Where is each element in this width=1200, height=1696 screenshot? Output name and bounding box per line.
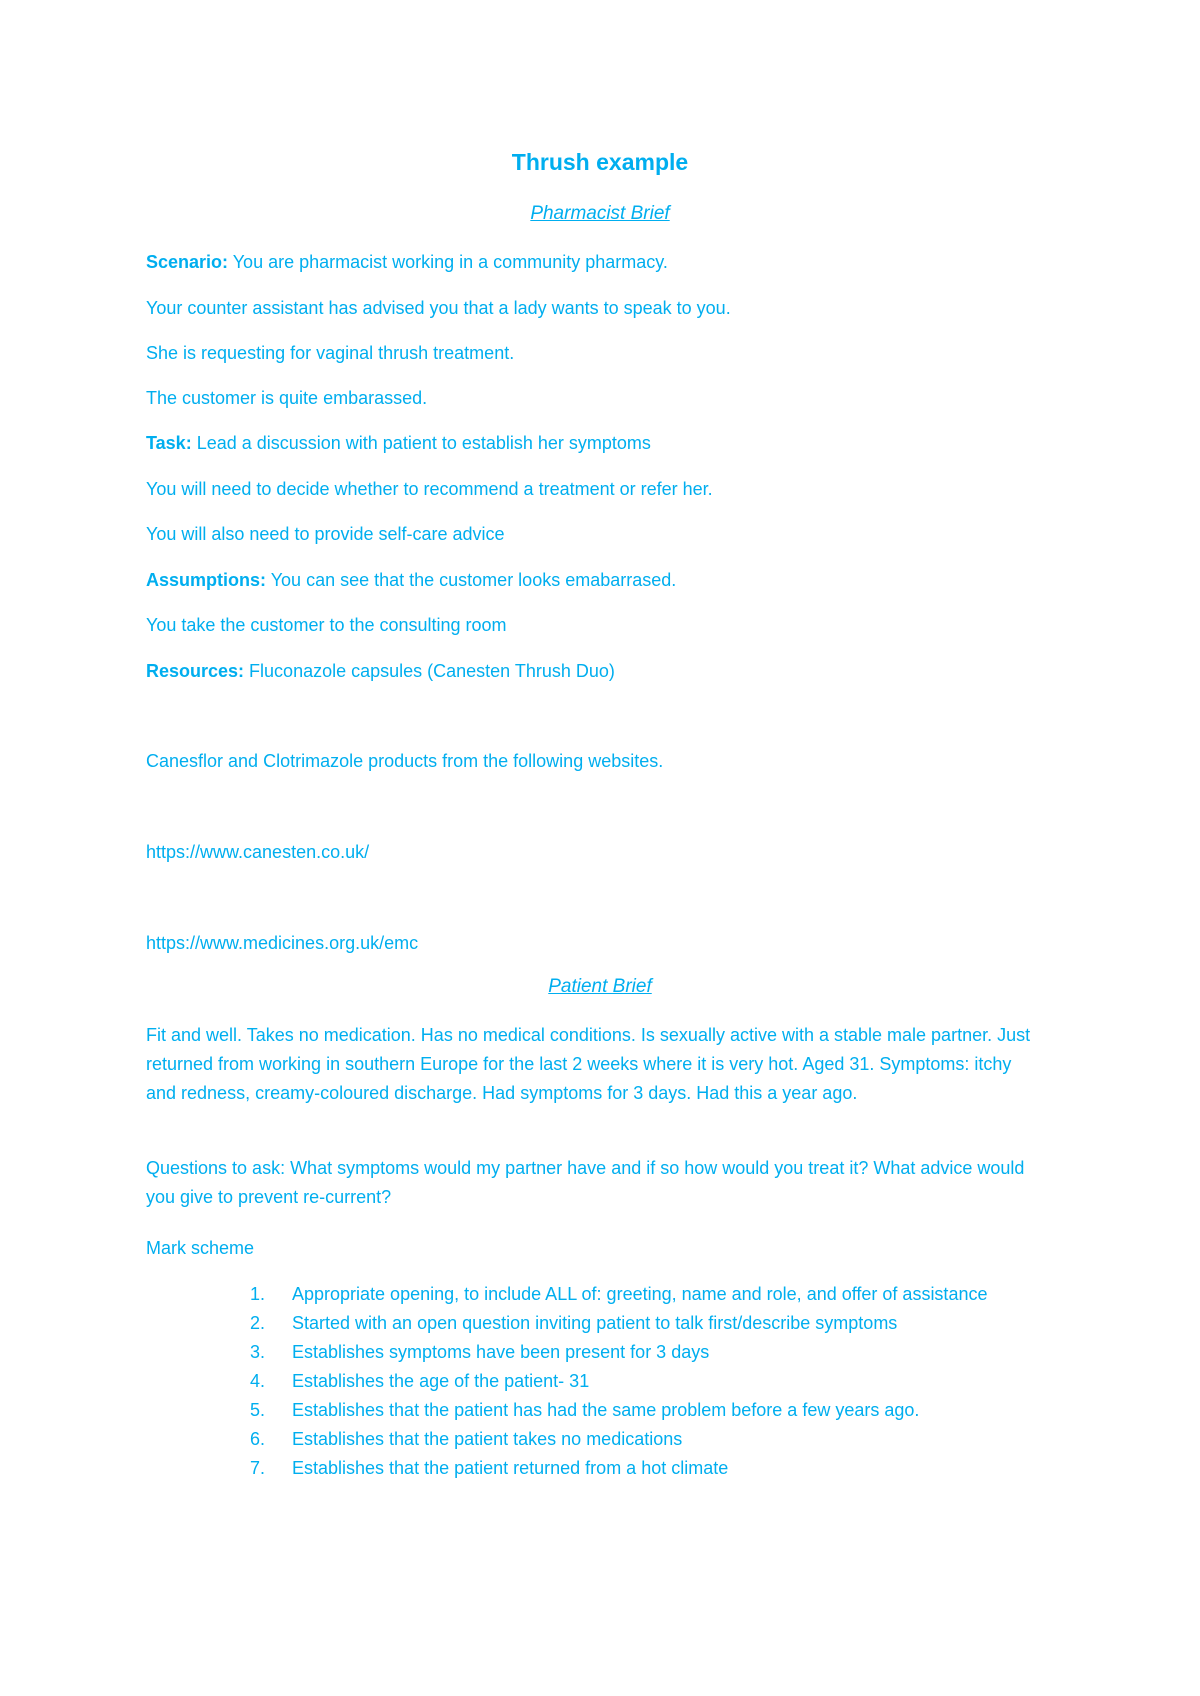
mark-scheme-item — [250, 1309, 1030, 1338]
canesflor-line: Canesflor and Clotrimazole products from the following websites. — [146, 751, 664, 771]
patient-brief-heading: Patient Brief — [548, 976, 652, 997]
task-line — [146, 431, 1046, 455]
mark-scheme-item — [250, 1454, 1030, 1483]
mark-scheme-number: 5. — [250, 1400, 266, 1420]
questions-to-ask: Questions to ask: What symptoms would my partner have and if so how would you treat it? What advice would you give to prevent re-current? — [146, 1158, 1025, 1207]
mark-scheme-list — [250, 1280, 1030, 1483]
mark-scheme-item — [250, 1425, 1030, 1454]
self-care-line: You will also need to provide self-care advice — [146, 524, 505, 544]
mark-scheme-number: 4. — [250, 1371, 266, 1391]
mark-scheme-item — [250, 1280, 1030, 1309]
mark-scheme-item — [250, 1396, 1030, 1425]
resources-text: Fluconazole capsules (Canesten Thrush Duo) — [244, 661, 615, 681]
mark-scheme-text: Establishes symptoms have been present for 3 days — [292, 1342, 710, 1362]
canesten-url: https://www.canesten.co.uk/ — [146, 842, 370, 862]
mark-scheme-text: Establishes that the patient takes no medications — [292, 1429, 683, 1449]
task-text: Lead a discussion with patient to establish her symptoms — [191, 433, 651, 453]
mark-scheme-text: Establishes that the patient has had the same problem before a few years ago. — [292, 1400, 920, 1420]
mark-scheme-number: 7. — [250, 1458, 266, 1478]
counter-assistant-line: Your counter assistant has advised you that a lady wants to speak to you. — [146, 298, 731, 318]
medicines-url: https://www.medicines.org.uk/emc — [146, 933, 419, 953]
mark-scheme-number: 3. — [250, 1342, 266, 1362]
mark-scheme-number: 1. — [250, 1284, 266, 1304]
mark-scheme-text: Establishes the age of the patient- 31 — [292, 1371, 590, 1391]
assumptions-line — [146, 568, 1046, 592]
mark-scheme-number: 6. — [250, 1429, 266, 1449]
task-label: Task: — [146, 433, 192, 453]
resources-line — [146, 659, 1046, 683]
embarrassed-line: The customer is quite embarassed. — [146, 388, 428, 408]
page-title: Thrush example — [511, 149, 689, 175]
assumptions-label: Assumptions: — [146, 570, 267, 590]
scenario-line — [146, 250, 1046, 274]
assumptions-text: You can see that the customer looks emabarrased. — [266, 570, 677, 590]
mark-scheme-text: Establishes that the patient returned from a hot climate — [292, 1458, 729, 1478]
decide-line: You will need to decide whether to recommend a treatment or refer her. — [146, 479, 713, 499]
mark-scheme-number: 2. — [250, 1313, 266, 1333]
scenario-label: Scenario: — [146, 252, 229, 272]
mark-scheme-item — [250, 1367, 1030, 1396]
patient-description: Fit and well. Takes no medication. Has no medical conditions. Is sexually active with a stable male partner. Just returned from working in southern Europe for the last 2 weeks where it is very hot. Aged 31. Symptoms: itchy and redness, creamy-coloured discharge. Had symptoms for 3 days. Had this a year ago. — [146, 1025, 1031, 1103]
requesting-line: She is requesting for vaginal thrush treatment. — [146, 343, 515, 363]
mark-scheme-text: Started with an open question inviting patient to talk first/describe symptoms — [292, 1313, 898, 1333]
mark-scheme-item — [250, 1338, 1030, 1367]
pharmacist-brief-heading: Pharmacist Brief — [530, 203, 670, 224]
resources-label: Resources: — [146, 661, 245, 681]
scenario-text: You are pharmacist working in a community pharmacy. — [228, 252, 668, 272]
consulting-room-line: You take the customer to the consulting room — [146, 615, 507, 635]
mark-scheme-label: Mark scheme — [146, 1238, 255, 1258]
mark-scheme-text: Appropriate opening, to include ALL of: greeting, name and role, and offer of assistance — [292, 1284, 988, 1304]
